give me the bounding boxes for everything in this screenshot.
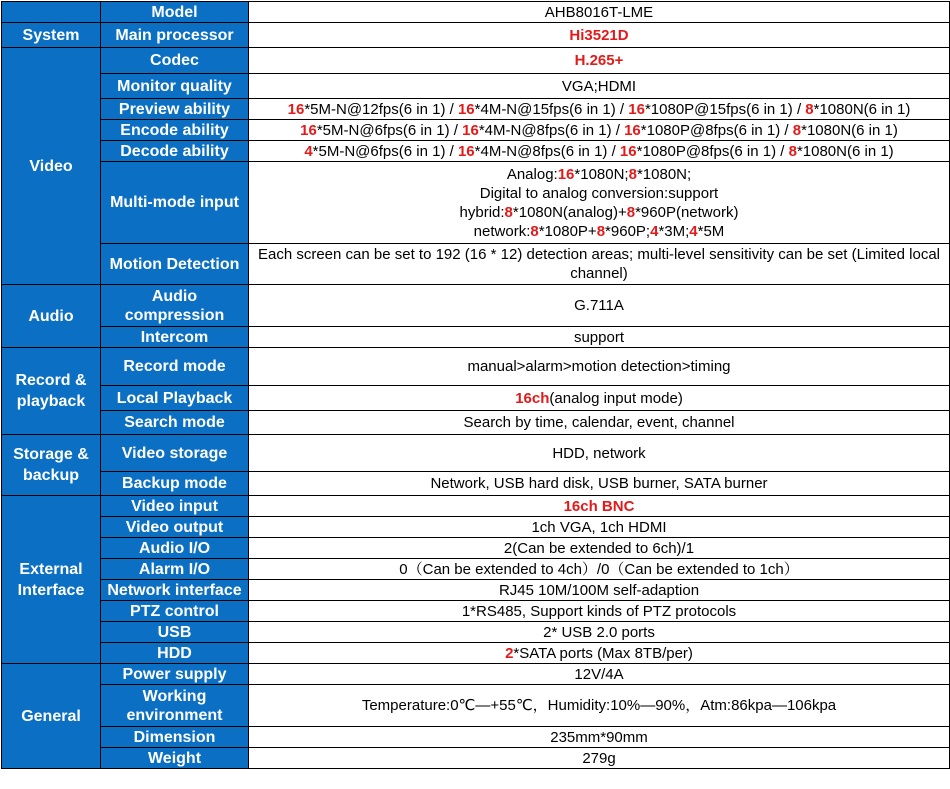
highlight-text: 4 bbox=[650, 222, 659, 240]
highlight-text: 8 bbox=[596, 222, 606, 240]
value-text: *1080N(6 in 1) bbox=[813, 100, 911, 118]
value-text: *1080N; bbox=[636, 165, 692, 183]
value-text: Network, USB hard disk, USB burner, SATA burner bbox=[430, 475, 768, 492]
row-label: Motion Detection bbox=[101, 244, 249, 285]
row-value bbox=[249, 748, 950, 769]
row-value bbox=[249, 601, 950, 622]
table-row bbox=[2, 559, 950, 580]
row-value bbox=[249, 643, 950, 664]
row-value bbox=[249, 327, 950, 348]
row-value bbox=[249, 285, 950, 327]
highlight-text: Hi3521D bbox=[569, 26, 629, 44]
table-row bbox=[2, 244, 950, 285]
highlight-text: 2 bbox=[505, 644, 514, 662]
highlight-text: 16 bbox=[624, 121, 641, 139]
highlight-text: 16 bbox=[287, 100, 305, 118]
row-label: PTZ control bbox=[101, 601, 249, 622]
table-row bbox=[2, 472, 950, 496]
category-label: External Interface bbox=[2, 496, 101, 664]
value-text: *1080N(6 in 1) bbox=[796, 142, 894, 160]
value-text: HDD, network bbox=[552, 444, 646, 462]
value-text: 2(Can be extended to 6ch)/1 bbox=[503, 539, 695, 557]
value-text: 2* USB 2.0 ports bbox=[543, 623, 655, 641]
row-value bbox=[249, 162, 950, 244]
value-text: 235mm*90mm bbox=[550, 728, 648, 746]
value-text: *4M-N@8fps(6 in 1) / bbox=[474, 142, 620, 160]
row-label: Backup mode bbox=[101, 472, 249, 496]
highlight-text: 16 bbox=[628, 100, 645, 118]
row-label: Dimension bbox=[101, 727, 249, 748]
value-text: 0（Can be extended to 4ch）/0（Can be extended to 1ch） bbox=[399, 560, 799, 578]
row-label: Search mode bbox=[101, 411, 249, 435]
row-value bbox=[249, 386, 950, 411]
row-value bbox=[249, 244, 950, 285]
row-label: Weight bbox=[101, 748, 249, 769]
highlight-text: 16 bbox=[457, 142, 475, 160]
highlight-text: 16 bbox=[557, 165, 575, 183]
table-row bbox=[2, 685, 950, 727]
category-label: Video bbox=[2, 48, 101, 285]
value-text: AHB8016T-LME bbox=[544, 3, 654, 21]
row-value bbox=[249, 517, 950, 538]
highlight-text: 16 bbox=[462, 121, 479, 139]
row-label: Video output bbox=[101, 517, 249, 538]
highlight-text: 16 bbox=[619, 142, 637, 160]
row-value bbox=[249, 2, 950, 23]
value-text: *5M bbox=[697, 222, 725, 240]
value-text: *5M-N@6fps(6 in 1) / bbox=[316, 121, 463, 139]
highlight-text: 8 bbox=[504, 203, 513, 221]
row-value bbox=[249, 559, 950, 580]
value-text: Digital to analog conversion:support bbox=[479, 184, 719, 202]
table-row bbox=[2, 748, 950, 769]
row-value bbox=[249, 120, 950, 141]
row-value bbox=[249, 348, 950, 386]
table-row bbox=[2, 2, 950, 23]
table-row bbox=[2, 386, 950, 411]
category-label: Storage & backup bbox=[2, 435, 101, 496]
value-text: RJ45 10M/100M self-adaption bbox=[498, 581, 700, 599]
row-label: Network interface bbox=[101, 580, 249, 601]
row-label: Alarm I/O bbox=[101, 559, 249, 580]
table-row bbox=[2, 580, 950, 601]
highlight-text: 4 bbox=[689, 222, 698, 240]
value-text: 279g bbox=[582, 749, 616, 767]
value-text: *1080P+ bbox=[538, 222, 597, 240]
table-row bbox=[2, 327, 950, 348]
value-text: *5M-N@6fps(6 in 1) / bbox=[312, 142, 458, 160]
row-value bbox=[249, 580, 950, 601]
row-label: Audio compression bbox=[101, 285, 249, 327]
row-value bbox=[249, 141, 950, 162]
value-text: *SATA ports (Max 8TB/per) bbox=[513, 644, 693, 662]
category-label: Audio bbox=[2, 285, 101, 348]
table-row bbox=[2, 99, 950, 120]
value-text: *1080N; bbox=[574, 165, 629, 183]
table-row bbox=[2, 622, 950, 643]
highlight-text: 8 bbox=[628, 165, 637, 183]
highlight-text: 8 bbox=[626, 203, 636, 221]
spec-table bbox=[1, 1, 950, 769]
value-text: 1ch VGA, 1ch HDMI bbox=[531, 518, 667, 536]
row-label: Codec bbox=[101, 48, 249, 74]
table-row bbox=[2, 162, 950, 244]
value-text: *4M-N@8fps(6 in 1) / bbox=[478, 121, 625, 139]
highlight-text: 8 bbox=[788, 142, 797, 160]
table-row bbox=[2, 435, 950, 472]
highlight-text: H.265+ bbox=[574, 52, 624, 69]
value-text: hybrid: bbox=[459, 203, 505, 221]
row-label: Video storage bbox=[101, 435, 249, 472]
highlight-text: 16ch BNC bbox=[563, 497, 635, 515]
highlight-text: 16 bbox=[300, 121, 317, 139]
row-label: Decode ability bbox=[101, 141, 249, 162]
value-text: *960P; bbox=[605, 222, 651, 240]
value-text: *5M-N@12fps(6 in 1) / bbox=[304, 100, 458, 118]
row-value bbox=[249, 411, 950, 435]
value-text: *1080N(analog)+ bbox=[512, 203, 627, 221]
row-value bbox=[249, 74, 950, 99]
value-text: *1080P@8fps(6 in 1) / bbox=[636, 142, 789, 160]
row-label: Monitor quality bbox=[101, 74, 249, 99]
row-value bbox=[249, 538, 950, 559]
table-row bbox=[2, 517, 950, 538]
table-row bbox=[2, 643, 950, 664]
highlight-text: 16ch bbox=[515, 389, 550, 407]
category-label: Record & playback bbox=[2, 348, 101, 435]
value-text: 1*RS485, Support kinds of PTZ protocols bbox=[461, 602, 737, 620]
table-row bbox=[2, 411, 950, 435]
table-row bbox=[2, 48, 950, 74]
table-row bbox=[2, 348, 950, 386]
table-row bbox=[2, 74, 950, 99]
row-label: Multi-mode input bbox=[101, 162, 249, 244]
row-value bbox=[249, 622, 950, 643]
row-label: Record mode bbox=[101, 348, 249, 386]
row-label: Preview ability bbox=[101, 99, 249, 120]
value-text: Search by time, calendar, event, channel bbox=[463, 414, 735, 431]
row-label: Intercom bbox=[101, 327, 249, 348]
row-label: USB bbox=[101, 622, 249, 643]
row-label: HDD bbox=[101, 643, 249, 664]
table-row bbox=[2, 601, 950, 622]
value-text: *960P(network) bbox=[635, 203, 739, 221]
highlight-text: 8 bbox=[530, 222, 539, 240]
value-text: *3M; bbox=[658, 222, 690, 240]
value-text: manual>alarm>motion detection>timing bbox=[467, 358, 731, 375]
highlight-text: 8 bbox=[805, 100, 814, 118]
value-text: *1080P@8fps(6 in 1) / bbox=[640, 121, 793, 139]
value-text: 12V/4A bbox=[574, 665, 624, 683]
table-row bbox=[2, 727, 950, 748]
row-label: Video input bbox=[101, 496, 249, 517]
value-text: Analog: bbox=[506, 165, 558, 183]
highlight-text: 16 bbox=[457, 100, 475, 118]
table-row bbox=[2, 664, 950, 685]
row-label: Model bbox=[101, 2, 249, 23]
row-value bbox=[249, 685, 950, 727]
value-text: Temperature:0℃—+55℃，Humidity:10%—90%，Atm:86kpa—106kpa bbox=[361, 697, 837, 714]
row-label: Power supply bbox=[101, 664, 249, 685]
row-value bbox=[249, 99, 950, 120]
table-row bbox=[2, 141, 950, 162]
row-label: Main processor bbox=[101, 23, 249, 48]
row-label: Encode ability bbox=[101, 120, 249, 141]
value-text: support bbox=[573, 328, 625, 346]
row-label: Audio I/O bbox=[101, 538, 249, 559]
highlight-text: 4 bbox=[304, 142, 313, 160]
row-value bbox=[249, 435, 950, 472]
row-value bbox=[249, 23, 950, 48]
category-label: General bbox=[2, 664, 101, 769]
table-row bbox=[2, 496, 950, 517]
value-text: VGA;HDMI bbox=[561, 77, 637, 95]
row-label: Working environment bbox=[101, 685, 249, 727]
value-text: *1080P@15fps(6 in 1) / bbox=[644, 100, 806, 118]
highlight-text: 8 bbox=[792, 121, 802, 139]
row-value bbox=[249, 664, 950, 685]
table-row bbox=[2, 538, 950, 559]
row-label bbox=[2, 2, 101, 23]
value-text: Each screen can be set to 192 (16 * 12) detection areas; multi-level sensitivity can be set (Limited local channel) bbox=[257, 246, 941, 282]
row-value bbox=[249, 496, 950, 517]
value-text: G.711A bbox=[574, 297, 624, 314]
row-value bbox=[249, 472, 950, 496]
value-text: network: bbox=[473, 222, 531, 240]
value-text: (analog input mode) bbox=[549, 389, 683, 407]
value-text: *4M-N@15fps(6 in 1) / bbox=[474, 100, 629, 118]
row-value bbox=[249, 48, 950, 74]
value-text: *1080N(6 in 1) bbox=[801, 121, 898, 139]
category-label: System bbox=[2, 23, 101, 48]
table-row bbox=[2, 23, 950, 48]
row-value bbox=[249, 727, 950, 748]
table-row bbox=[2, 120, 950, 141]
row-label: Local Playback bbox=[101, 386, 249, 411]
table-row bbox=[2, 285, 950, 327]
